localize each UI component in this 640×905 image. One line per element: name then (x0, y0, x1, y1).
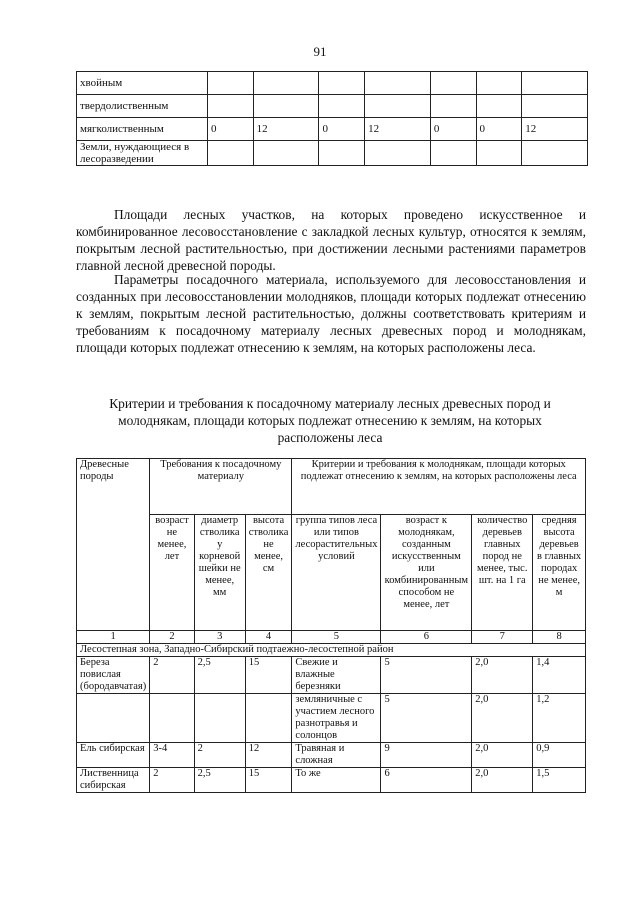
table-cell (208, 95, 254, 118)
cell-young-age: 9 (381, 743, 472, 768)
cell-height: 15 (245, 768, 292, 793)
row-label: твердолиственным (77, 95, 208, 118)
table-row (77, 657, 586, 694)
table-cell (430, 141, 476, 166)
table-cell: 0 (208, 118, 254, 141)
row-label: Земли, нуждающиеся в лесоразведении (77, 141, 208, 166)
cell-young-age: 5 (381, 694, 472, 743)
table-cell (319, 141, 365, 166)
col-num-6: 6 (381, 631, 472, 644)
col-num-5: 5 (292, 631, 381, 644)
subheader-height: высота стволика не менее, см (245, 515, 292, 631)
table-row (77, 72, 588, 95)
table-cell: 12 (365, 118, 431, 141)
table-cell (319, 95, 365, 118)
paragraph-1: Площади лесных участков, на которых проведено искусственное и комбинированное лесовосстановление с закладкой лесных культур, относятся к землям, покрытым лесной растительностью, при достижении лесными растениями параметров главной лесной древесной породы. (76, 207, 586, 273)
cell-count: 2,0 (472, 694, 533, 743)
cell-species: Лиственница сибирская (77, 768, 150, 793)
subheader-avg-height: средняя высота деревьев в главных породах не менее, м (533, 515, 586, 631)
subheader-tree-count: количество деревьев главных пород не менее, тыс. шт. на 1 га (472, 515, 533, 631)
table-cell: 0 (430, 118, 476, 141)
table-cell: 12 (522, 118, 588, 141)
cell-diameter: 2,5 (194, 657, 245, 694)
cell-species: Береза повислая (бородавчатая) (77, 657, 150, 694)
table-cell (208, 72, 254, 95)
header-young-stands: Критерии и требования к молоднякам, площади которых подлежат отнесению к землям, на которых расположены леса (292, 459, 586, 515)
col-num-3: 3 (194, 631, 245, 644)
subheader-forest-type: группа типов леса или типов лесорастительных условий (292, 515, 381, 631)
cell-count: 2,0 (472, 743, 533, 768)
table-cell (208, 141, 254, 166)
cell-count: 2,0 (472, 657, 533, 694)
cell-count: 2,0 (472, 768, 533, 793)
table-cell: 0 (319, 118, 365, 141)
col-num-4: 4 (245, 631, 292, 644)
table-cell: 12 (253, 118, 319, 141)
subheader-diameter: диаметр стволика у корневой шейки не менее, мм (194, 515, 245, 631)
cell-age: 2 (150, 768, 194, 793)
table-cell (365, 95, 431, 118)
table-cell (522, 72, 588, 95)
criteria-table (76, 458, 586, 793)
land-category-table (76, 71, 588, 166)
cell-avg-height: 1,2 (533, 694, 586, 743)
cell-avg-height: 1,5 (533, 768, 586, 793)
table-cell (522, 95, 588, 118)
table-cell (253, 141, 319, 166)
table-row (77, 95, 588, 118)
cell-diameter: 2 (194, 743, 245, 768)
table-cell (365, 141, 431, 166)
table-cell (430, 95, 476, 118)
cell-forest-type: Травяная и сложная (292, 743, 381, 768)
table-cell (430, 72, 476, 95)
table-cell (253, 72, 319, 95)
cell-diameter: 2,5 (194, 768, 245, 793)
table-cell (476, 72, 522, 95)
cell-age: 3-4 (150, 743, 194, 768)
subheader-young-age: возраст к молоднякам, созданным искусственным или комбинированным способом не менее, лет (381, 515, 472, 631)
cell-forest-type: Свежие и влажные березняки (292, 657, 381, 694)
cell-avg-height: 1,4 (533, 657, 586, 694)
table-cell (365, 72, 431, 95)
col-num-8: 8 (533, 631, 586, 644)
cell-species (77, 694, 150, 743)
table-cell (522, 141, 588, 166)
table-cell (319, 72, 365, 95)
cell-height (245, 694, 292, 743)
page-number: 91 (313, 44, 327, 59)
col-num-1: 1 (77, 631, 150, 644)
header-species: Древесные породы (77, 459, 150, 631)
table-title: Критерии и требования к посадочному материалу лесных древесных пород и молоднякам, площади которых подлежат отнесению к землям, на которых расположены леса (109, 396, 551, 445)
cell-age: 2 (150, 657, 194, 694)
table-row (77, 743, 586, 768)
cell-species: Ель сибирская (77, 743, 150, 768)
col-num-2: 2 (150, 631, 194, 644)
subheader-age: возраст не менее, лет (150, 515, 194, 631)
row-label: мягколиственным (77, 118, 208, 141)
cell-forest-type: То же (292, 768, 381, 793)
cell-forest-type: земляничные с участием лесного разнотравья и солонцов (292, 694, 381, 743)
col-num-7: 7 (472, 631, 533, 644)
table-cell (476, 141, 522, 166)
table-row (77, 694, 586, 743)
table-cell: 0 (476, 118, 522, 141)
cell-height: 12 (245, 743, 292, 768)
header-planting-material: Требования к посадочному материалу (150, 459, 292, 515)
cell-avg-height: 0,9 (533, 743, 586, 768)
cell-age (150, 694, 194, 743)
row-label: хвойным (77, 72, 208, 95)
paragraph-2: Параметры посадочного материала, используемого для лесовосстановления и созданных при лесовосстановлении молодняков, площади которых подлежат отнесению к землям, покрытым лесной растительностью, должны соответствовать критериям и требованиям к посадочному материалу лесных древесных пород и молоднякам, площади которых подлежат отнесению к землям, на которых расположены леса. (76, 272, 586, 355)
table-row (77, 141, 588, 166)
zone-row: Лесостепная зона, Западно-Сибирский подтаежно-лесостепной район (77, 644, 586, 657)
table-cell (253, 95, 319, 118)
cell-diameter (194, 694, 245, 743)
cell-young-age: 5 (381, 657, 472, 694)
cell-young-age: 6 (381, 768, 472, 793)
table-row (77, 768, 586, 793)
cell-height: 15 (245, 657, 292, 694)
table-row (77, 118, 588, 141)
table-cell (476, 95, 522, 118)
